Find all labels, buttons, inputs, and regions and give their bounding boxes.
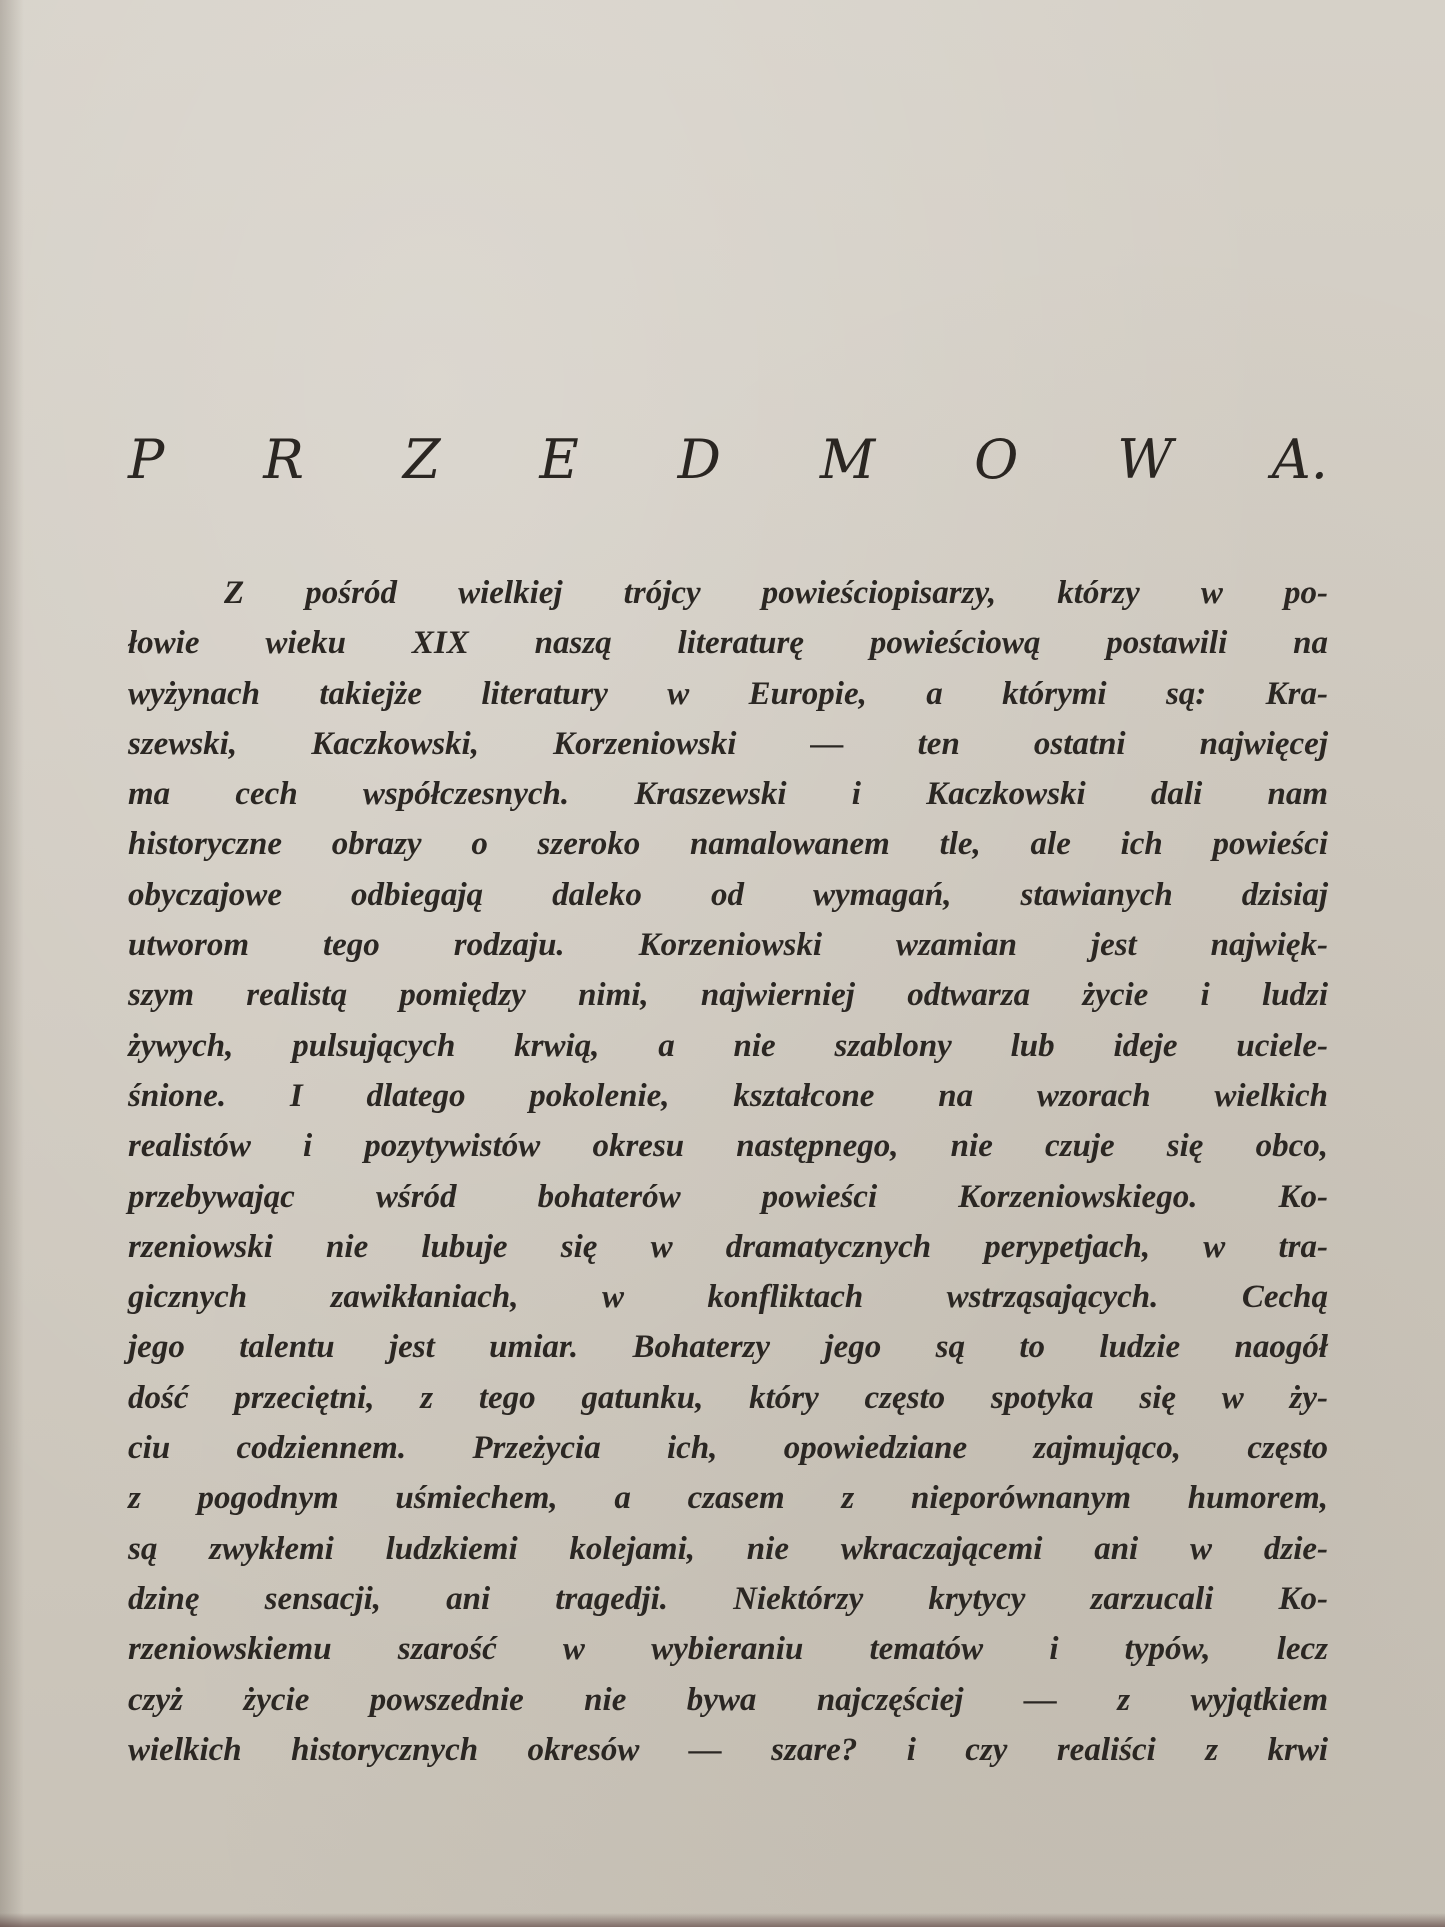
body-paragraph [128,568,1328,1775]
text-line: obyczajowe odbiegają daleko od wymagań, stawianych dzisiaj [128,876,1328,913]
heading-letter: M [819,428,876,491]
text-line: ma cech współczesnych. Kraszewski i Kaczkowski dali nam [128,776,1328,813]
text-line: realistów i pozytywistów okresu następnego, nie czuje się obco, [128,1128,1328,1165]
text-line: ciu codziennem. Przeżycia ich, opowiedziane zajmująco, często [128,1430,1328,1467]
heading-letter: D [677,428,721,491]
text-line: gicznych zawikłaniach, w konfliktach wstrząsających. Cechą [128,1279,1328,1316]
heading-letter: E [539,428,579,491]
text-line: śnione. I dlatego pokolenie, kształcone na wzorach wielkich [128,1077,1328,1114]
page-bottom-edge [0,1913,1445,1927]
heading-letter: O [974,428,1019,491]
heading-letter: P [128,428,165,491]
heading-letter: Z [402,428,441,491]
page-heading [128,428,1328,492]
text-line: są zwykłemi ludzkiemi kolejami, nie wkraczającemi ani w dzie- [128,1530,1328,1567]
text-line: przebywając wśród bohaterów powieści Korzeniowskiego. Ko- [128,1178,1328,1215]
text-line: szewski, Kaczkowski, Korzeniowski — ten ostatni najwięcej [128,725,1328,762]
text-line: wyżynach takiejże literatury w Europie, a którymi są: Kra- [128,675,1328,712]
page-edge-shadow [0,0,24,1927]
text-line: utworom tego rodzaju. Korzeniowski wzamian jest najwięk- [128,927,1328,964]
text-line: dość przeciętni, z tego gatunku, który często spotyka się w ży- [128,1379,1328,1416]
text-line: rzeniowskiemu szarość w wybieraniu tematów i typów, lecz [128,1631,1328,1668]
text-line: wielkich historycznych okresów — szare? i czy realiści z krwi [128,1731,1328,1768]
text-line: żywych, pulsujących krwią, a nie szablony lub ideje uciele- [128,1027,1328,1064]
heading-letter: A. [1271,428,1328,491]
text-line: czyż życie powszednie nie bywa najczęściej — z wyjątkiem [128,1681,1328,1718]
text-line: Z pośród wielkiej trójcy powieściopisarzy, którzy w po- [224,575,1328,611]
text-line: łowie wieku XIX naszą literaturę powieściową postawili na [128,625,1328,662]
text-line: rzeniowski nie lubuje się w dramatycznych perypetjach, w tra- [128,1228,1328,1265]
text-line: historyczne obrazy o szeroko namalowanem tle, ale ich powieści [128,826,1328,863]
text-line: z pogodnym uśmiechem, a czasem z nieporównanym humorem, [128,1480,1328,1517]
heading-letter: W [1117,428,1173,491]
text-line: szym realistą pomiędzy nimi, najwierniej odtwarza życie i ludzi [128,977,1328,1014]
text-line: dzinę sensacji, ani tragedji. Niektórzy krytycy zarzucali Ko- [128,1580,1328,1617]
text-line: jego talentu jest umiar. Bohaterzy jego są to ludzie naogół [128,1329,1328,1366]
heading-letter: R [263,428,304,491]
